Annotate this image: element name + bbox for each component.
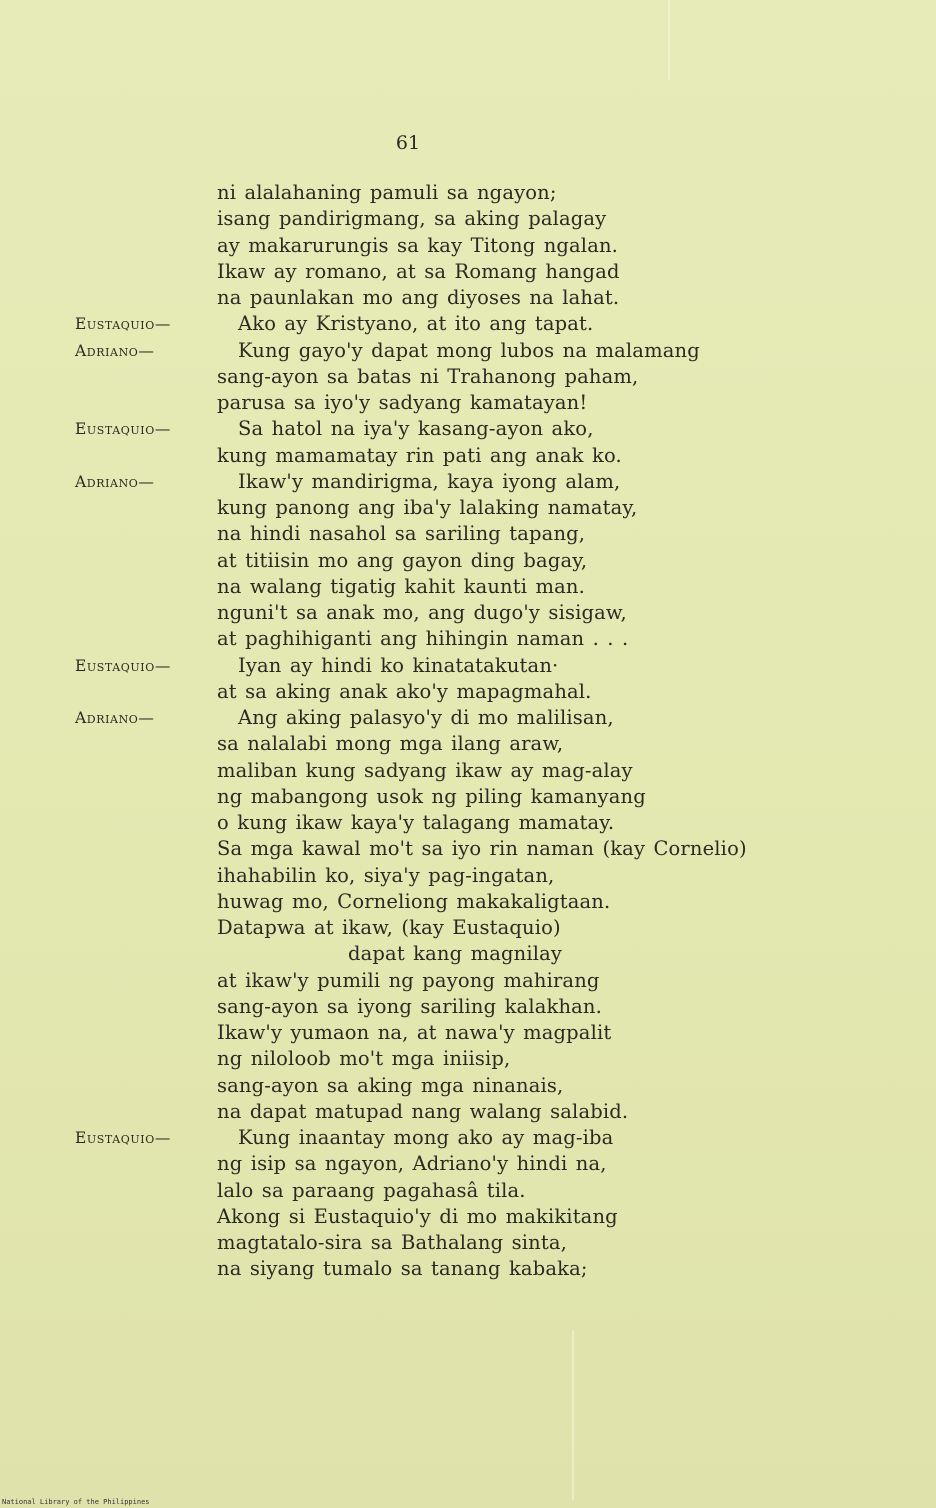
verse-text: Kung inaantay mong ako ay mag-iba <box>238 1126 614 1149</box>
verse-line <box>0 206 936 232</box>
verse-text: Sa hatol na iya'y kasang-ayon ako, <box>238 417 594 441</box>
verse-line <box>0 731 936 757</box>
verse-text: sang-ayon sa aking mga ninanais, <box>217 1073 564 1097</box>
verse-line <box>0 521 936 547</box>
verse-line <box>0 968 936 994</box>
verse-text: magtatalo-sira sa Bathalang sinta, <box>217 1231 567 1254</box>
verse-text: sa nalalabi mong mga ilang araw, <box>217 732 564 756</box>
verse-text: na dapat matupad nang walang salabid. <box>217 1099 629 1123</box>
speaker-label: Adriano— <box>75 341 155 360</box>
verse-line <box>0 574 936 600</box>
verse-text: maliban kung sadyang ikaw ay mag-alay <box>217 758 633 782</box>
verse-line <box>0 784 936 810</box>
verse-line <box>0 311 936 337</box>
verse-text: kung panong ang iba'y lalaking namatay, <box>217 496 638 519</box>
verse-text: na paunlakan mo ang diyoses na lahat. <box>217 286 620 309</box>
verse-text: parusa sa iyo'y sadyang kamatayan! <box>217 391 588 414</box>
speaker-label: Eustaquio— <box>75 420 171 439</box>
verse-line <box>0 180 936 206</box>
verse-line <box>0 1020 936 1046</box>
verse-line <box>0 705 936 731</box>
verse-text: huwag mo, Corneliong makakaligtaan. <box>217 889 611 913</box>
verse-line <box>0 863 936 889</box>
paper-crease <box>572 1330 574 1500</box>
verse-line <box>0 1178 936 1204</box>
verse-text: Iyan ay hindi ko kinatatakutan· <box>238 653 559 677</box>
verse-text: at titiisin mo ang gayon ding bagay, <box>217 548 588 572</box>
verse-text: Sa mga kawal mo't sa iyo rin naman (kay Cornelio) <box>217 837 747 861</box>
verse-text: Akong si Eustaquio'y di mo makikitang <box>217 1204 618 1228</box>
verse-line <box>0 233 936 259</box>
verse-line <box>0 600 936 626</box>
verse-line <box>0 626 936 652</box>
verse-text: dapat kang magnilay <box>348 942 563 966</box>
verse-line <box>0 1230 936 1256</box>
verse-text: Ikaw'y yumaon na, at nawa'y magpalit <box>217 1021 612 1044</box>
speaker-label: Eustaquio— <box>75 656 171 675</box>
verse-text: at sa aking anak ako'y mapagmahal. <box>217 679 592 703</box>
verse-line <box>0 1125 936 1151</box>
verse-line <box>0 495 936 521</box>
page-number: 61 <box>395 132 421 154</box>
verse-line <box>0 994 936 1020</box>
verse-line <box>0 259 936 285</box>
verse-text: Ikaw'y mandirigma, kaya iyong alam, <box>238 469 621 493</box>
verse-line <box>0 758 936 784</box>
verse-text: at ikaw'y pumili ng payong mahirang <box>217 968 600 992</box>
verse-line <box>0 1073 936 1099</box>
verse-line <box>0 941 936 967</box>
verse-line <box>0 1046 936 1072</box>
verse-line <box>0 679 936 705</box>
verse-line <box>0 548 936 574</box>
verse-line <box>0 390 936 416</box>
verse-text: Datapwa at ikaw, (kay Eustaquio) <box>217 916 561 939</box>
verse-text: sang-ayon sa batas ni Trahanong paham, <box>217 364 639 388</box>
verse-text: Ako ay Kristyano, at ito ang tapat. <box>238 312 594 336</box>
speaker-label: Eustaquio— <box>75 315 171 334</box>
speaker-label: Adriano— <box>75 472 155 491</box>
verse-line <box>0 1256 936 1282</box>
verse-line <box>0 1099 936 1125</box>
verse-line <box>0 836 936 862</box>
verse-text: kung mamamatay rin pati ang anak ko. <box>217 443 622 467</box>
speaker-label: Eustaquio— <box>75 1129 171 1147</box>
verse-text: ng isip sa ngayon, Adriano'y hindi na, <box>217 1152 607 1176</box>
verse-text: na siyang tumalo sa tanang kabaka; <box>217 1257 588 1281</box>
verse-text: at paghihiganti ang hihingin naman . . . <box>217 627 629 651</box>
verse-line <box>0 285 936 311</box>
paper-crease <box>668 0 670 80</box>
verse-text: sang-ayon sa iyong sariling kalakhan. <box>217 994 602 1018</box>
verse-line <box>0 889 936 915</box>
verse-line <box>0 338 936 364</box>
speaker-label: Adriano— <box>75 709 155 727</box>
verse-line <box>0 1151 936 1177</box>
verse-text: lalo sa paraang pagahasâ tila. <box>217 1178 526 1202</box>
verse-text: ihahabilin ko, siya'y pag-ingatan, <box>217 863 555 887</box>
verse-text: Ang aking palasyo'y di mo malilisan, <box>238 706 614 729</box>
verse-text: ni alalahaning pamuli sa ngayon; <box>217 181 557 204</box>
verse-text: Ikaw ay romano, at sa Romang hangad <box>217 259 620 283</box>
verse-text: isang pandirigmang, sa aking palagay <box>217 207 607 231</box>
verse-line <box>0 653 936 679</box>
verse-line <box>0 443 936 469</box>
verse-text: na walang tigatig kahit kaunti man. <box>217 574 585 598</box>
verse-text: Kung gayo'y dapat mong lubos na malamang <box>238 338 700 362</box>
verse-line <box>0 1204 936 1230</box>
verse-text: ng mabangong usok ng piling kamanyang <box>217 784 646 808</box>
footer-credit: National Library of the Philippines <box>2 1498 150 1506</box>
verse-text: o kung ikaw kaya'y talagang mamatay. <box>217 811 615 834</box>
verse-text: na hindi nasahol sa sariling tapang, <box>217 522 586 546</box>
verse-line <box>0 364 936 390</box>
verse-line <box>0 810 936 836</box>
verse-text: ay makarurungis sa kay Titong ngalan. <box>217 233 619 257</box>
verse-line <box>0 469 936 495</box>
verse-line <box>0 915 936 941</box>
verse-line <box>0 416 936 442</box>
verse-text: nguni't sa anak mo, ang dugo'y sisigaw, <box>217 601 627 624</box>
verse-body <box>0 180 936 1283</box>
verse-text: ng niloloob mo't mga iniisip, <box>217 1047 511 1071</box>
